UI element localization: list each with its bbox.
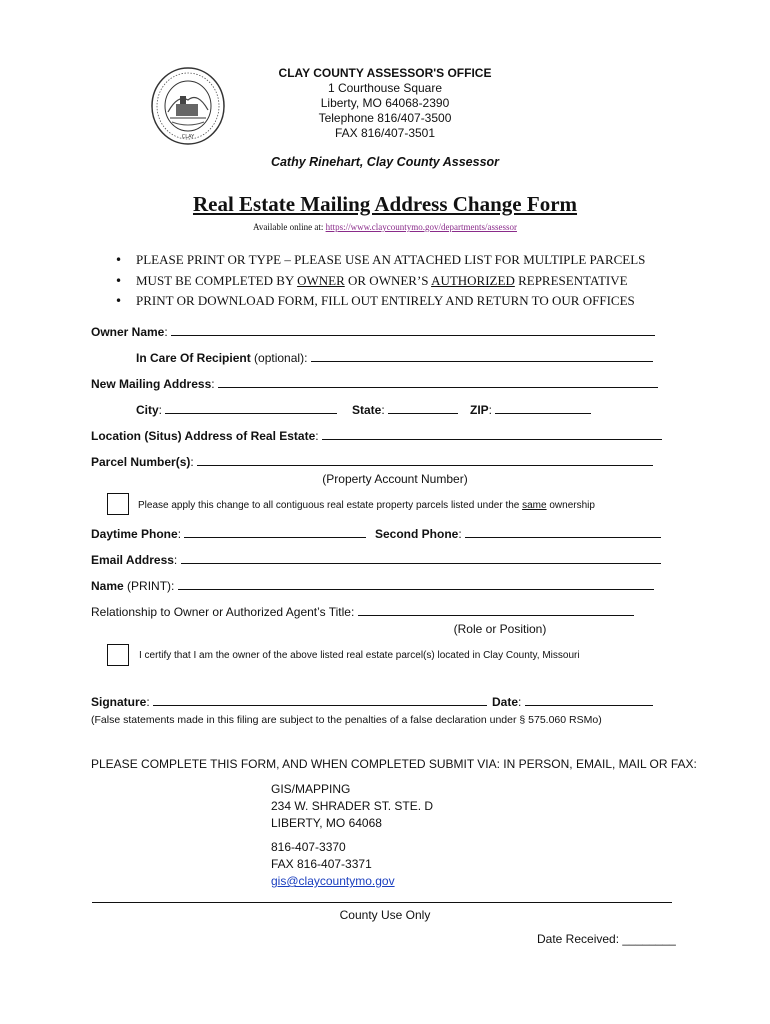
colon: :	[304, 351, 308, 365]
name-print-row	[91, 578, 654, 593]
false-statements-note: (False statements made in this filing are subject to the penalties of a false declaration under § 575.060 RSMo)	[91, 714, 602, 726]
state-row	[352, 402, 458, 417]
city-label: City	[136, 403, 159, 417]
colon: :	[146, 695, 150, 709]
zip-row	[470, 402, 591, 417]
role-caption: (Role or Position)	[453, 622, 547, 636]
bullet-text: PRINT OR DOWNLOAD FORM, FILL OUT ENTIRELY AND RETURN TO OUR OFFICES	[136, 293, 635, 308]
contiguous-text-pre: Please apply this change to all contiguous real estate property parcels listed under the	[138, 500, 523, 511]
contiguous-text-post: ownership	[546, 500, 595, 511]
colon: :	[190, 455, 194, 469]
name-print-label: Name	[91, 579, 124, 593]
optional-label: (optional)	[250, 351, 305, 365]
parcel-field[interactable]	[197, 454, 653, 466]
certify-checkbox[interactable]	[107, 644, 129, 666]
contiguous-checkbox[interactable]	[107, 493, 129, 515]
zip-field[interactable]	[495, 402, 591, 414]
list-item	[115, 291, 645, 312]
email-label: Email Address	[91, 553, 174, 567]
in-care-of-field[interactable]	[311, 350, 653, 362]
mailing-address	[271, 781, 433, 832]
second-phone-label: Second Phone	[375, 527, 459, 541]
date-label: Date	[492, 695, 519, 709]
available-label: Available online at:	[253, 222, 326, 232]
city-row	[136, 402, 337, 417]
colon: :	[315, 429, 319, 443]
signature-label: Signature	[91, 695, 147, 709]
colon: :	[350, 605, 355, 619]
daytime-phone-field[interactable]	[184, 526, 366, 538]
dept-email-link[interactable]: gis@claycountymo.gov	[271, 874, 395, 888]
second-phone-row	[375, 526, 661, 541]
office-address1: 1 Courthouse Square	[327, 81, 443, 95]
bullet-text: OR OWNER’S	[344, 272, 432, 288]
bullet-text: MUST BE COMPLETED BY	[136, 272, 298, 288]
daytime-phone-row	[91, 526, 366, 541]
new-mailing-field[interactable]	[218, 376, 658, 388]
dept-fax: FAX 816-407-3371	[271, 857, 372, 871]
date-received: Date Received: ________	[537, 932, 676, 946]
bullet-owner: OWNER	[297, 272, 345, 288]
city-field[interactable]	[165, 402, 337, 414]
state-field[interactable]	[388, 402, 458, 414]
date-row	[492, 694, 653, 709]
colon: :	[177, 527, 182, 541]
svg-text:CLAY: CLAY	[181, 134, 195, 140]
bullet-text: PLEASE PRINT OR TYPE – PLEASE USE AN ATTACHED LIST FOR MULTIPLE PARCELS	[136, 252, 646, 267]
colon: :	[171, 579, 175, 593]
name-print-paren: (PRINT)	[123, 579, 172, 593]
relationship-label: Relationship to Owner or Authorized Agent’s Title	[91, 605, 351, 619]
second-phone-field[interactable]	[465, 526, 661, 538]
owner-name-field[interactable]	[171, 324, 655, 336]
new-mailing-label: New Mailing Address	[91, 377, 212, 391]
bullet-authorized: AUTHORIZED	[431, 272, 515, 288]
colon: :	[164, 325, 168, 339]
office-name: CLAY COUNTY ASSESSOR'S OFFICE	[278, 66, 492, 80]
colon: :	[381, 403, 385, 417]
parcel-caption: (Property Account Number)	[322, 472, 468, 486]
owner-name-label: Owner Name	[91, 325, 165, 339]
colon: :	[458, 527, 462, 541]
office-telephone: Telephone 816/407-3500	[318, 111, 452, 125]
signature-field[interactable]	[153, 694, 487, 706]
owner-name-row	[91, 324, 655, 339]
instructions-list	[115, 250, 645, 312]
name-print-field[interactable]	[178, 578, 654, 590]
dept-street: 234 W. SHRADER ST. STE. D	[271, 799, 434, 813]
office-fax: FAX 816/407-3501	[334, 126, 436, 140]
parcel-row	[91, 454, 653, 469]
dept-name: GIS/MAPPING	[271, 782, 351, 796]
signature-row	[91, 694, 487, 709]
dept-phone: 816-407-3370	[271, 840, 346, 854]
colon: :	[173, 553, 178, 567]
submit-instructions: PLEASE COMPLETE THIS FORM, AND WHEN COMPLETED SUBMIT VIA: IN PERSON, EMAIL, MAIL OR FAX:	[91, 757, 697, 771]
colon: :	[158, 403, 163, 417]
available-online	[0, 222, 770, 232]
county-use-label: County Use Only	[339, 908, 431, 922]
in-care-of-row	[136, 350, 653, 365]
state-label: State	[352, 403, 382, 417]
location-label: Location (Situs) Address of Real Estate	[91, 429, 316, 443]
relationship-field[interactable]	[358, 604, 634, 616]
zip-label: ZIP	[470, 403, 489, 417]
bullet-text: REPRESENTATIVE	[514, 272, 628, 288]
list-item	[115, 271, 645, 292]
relationship-row	[91, 604, 634, 619]
office-address2: Liberty, MO 64068-2390	[320, 96, 450, 110]
form-title: Real Estate Mailing Address Change Form	[192, 192, 578, 216]
contiguous-same: same	[522, 500, 547, 511]
contiguous-text	[138, 500, 595, 511]
certify-text: I certify that I am the owner of the above listed real estate parcel(s) located in Clay County, Missouri	[139, 650, 580, 661]
location-row	[91, 428, 662, 443]
assessor-link[interactable]: https://www.claycountymo.gov/departments/assessor	[325, 222, 517, 232]
dept-city: LIBERTY, MO 64068	[271, 816, 382, 830]
daytime-phone-label: Daytime Phone	[91, 527, 178, 541]
location-field[interactable]	[322, 428, 662, 440]
colon: :	[488, 403, 493, 417]
email-field[interactable]	[181, 552, 661, 564]
colon: :	[211, 377, 215, 391]
email-row	[91, 552, 661, 567]
assessor-name: Cathy Rinehart, Clay County Assessor	[270, 155, 500, 169]
parcel-label: Parcel Number(s)	[91, 455, 191, 469]
date-field[interactable]	[525, 694, 653, 706]
in-care-of-label: In Care Of Recipient	[136, 351, 251, 365]
list-item	[115, 250, 645, 271]
divider	[92, 902, 672, 903]
colon: :	[518, 695, 522, 709]
new-mailing-row	[91, 376, 658, 391]
contact-info	[271, 839, 395, 890]
